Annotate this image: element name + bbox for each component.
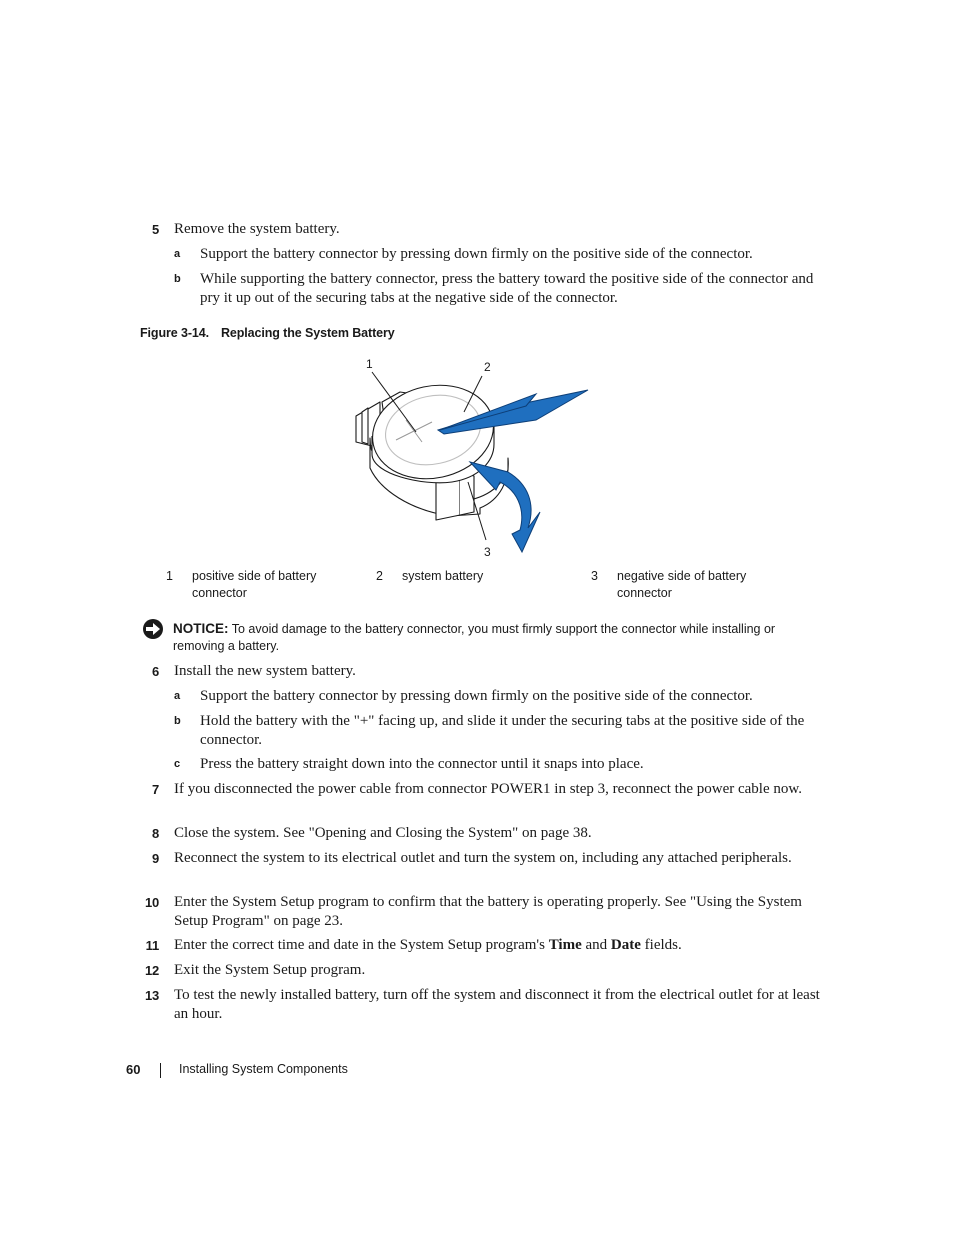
step-number: 10 <box>144 895 159 910</box>
notice-box <box>173 620 813 655</box>
substep-text: Support the battery connector by pressing down firmly on the positive side of the connector. <box>200 246 753 262</box>
step-number: 5 <box>151 222 159 237</box>
substep-letter: a <box>174 248 181 260</box>
step-text: Reconnect the system to its electrical outlet and turn the system on, including any attached peripherals. <box>174 850 792 866</box>
substep-letter: c <box>174 758 181 770</box>
footer-section-title: Installing System Components <box>179 1062 348 1076</box>
notice-text: To avoid damage to the battery connector, you must firmly support the connector while installing or removing a battery. <box>173 622 776 653</box>
legend-number: 1 <box>166 569 173 583</box>
legend-text: positive side of battery connector <box>192 569 317 600</box>
step-number: 8 <box>151 826 159 841</box>
step-number: 11 <box>145 938 159 953</box>
step-text: Exit the System Setup program. <box>174 962 366 978</box>
substep-letter: a <box>174 690 181 702</box>
legend-number: 3 <box>591 569 598 583</box>
step-text-part: fields. <box>640 937 682 953</box>
footer-divider <box>160 1063 161 1078</box>
step-text: To test the newly installed battery, turn off the system and disconnect it from the electrical outlet for at least an hour. <box>174 987 820 1022</box>
step-number: 9 <box>151 851 159 866</box>
step-number: 12 <box>144 963 159 978</box>
step-text: Install the new system battery. <box>174 663 356 679</box>
notice-arrow-icon <box>141 618 165 640</box>
substep-text: Support the battery connector by pressing down firmly on the positive side of the connector. <box>200 688 753 704</box>
step-text <box>174 936 822 955</box>
legend-number: 2 <box>376 569 383 583</box>
step-text: If you disconnected the power cable from connector POWER1 in step 3, reconnect the power cable now. <box>174 781 802 797</box>
page-number: 60 <box>126 1062 141 1077</box>
figure-label: Figure 3-14. <box>140 326 209 340</box>
legend-text: system battery <box>402 569 484 583</box>
legend-text: negative side of battery connector <box>617 569 747 600</box>
figure-title: Replacing the System Battery <box>220 326 395 340</box>
step-number: 6 <box>151 664 159 679</box>
step-text: Close the system. See "Opening and Closing the System" on page 38. <box>174 825 592 841</box>
step-number: 13 <box>144 988 159 1003</box>
step-text: Enter the System Setup program to confirm that the battery is operating properly. See "Using the System Setup Program" on page 23. <box>174 894 802 929</box>
field-name-time: Time <box>548 937 582 953</box>
callout-2: 2 <box>484 360 491 374</box>
battery-illustration <box>340 350 600 560</box>
substep-letter: b <box>174 715 181 727</box>
step-number: 7 <box>151 782 159 797</box>
substep-text: Press the battery straight down into the connector until it snaps into place. <box>200 756 644 772</box>
substep-letter: b <box>174 273 181 285</box>
step-text-part: Enter the correct time and date in the System Setup program's <box>174 937 549 953</box>
notice-label: NOTICE: <box>173 621 229 636</box>
step-text: Remove the system battery. <box>174 221 340 237</box>
substep-text: Hold the battery with the "+" facing up, and slide it under the securing tabs at the positive side of the connector. <box>200 713 805 748</box>
step-text-part: and <box>581 937 611 953</box>
figure-caption <box>140 326 395 340</box>
callout-3: 3 <box>484 545 491 559</box>
field-name-date: Date <box>610 937 641 953</box>
callout-1: 1 <box>366 357 373 371</box>
substep-text: While supporting the battery connector, press the battery toward the positive side of the connector and pry it up out of the securing tabs at the negative side of the connector. <box>200 271 814 306</box>
